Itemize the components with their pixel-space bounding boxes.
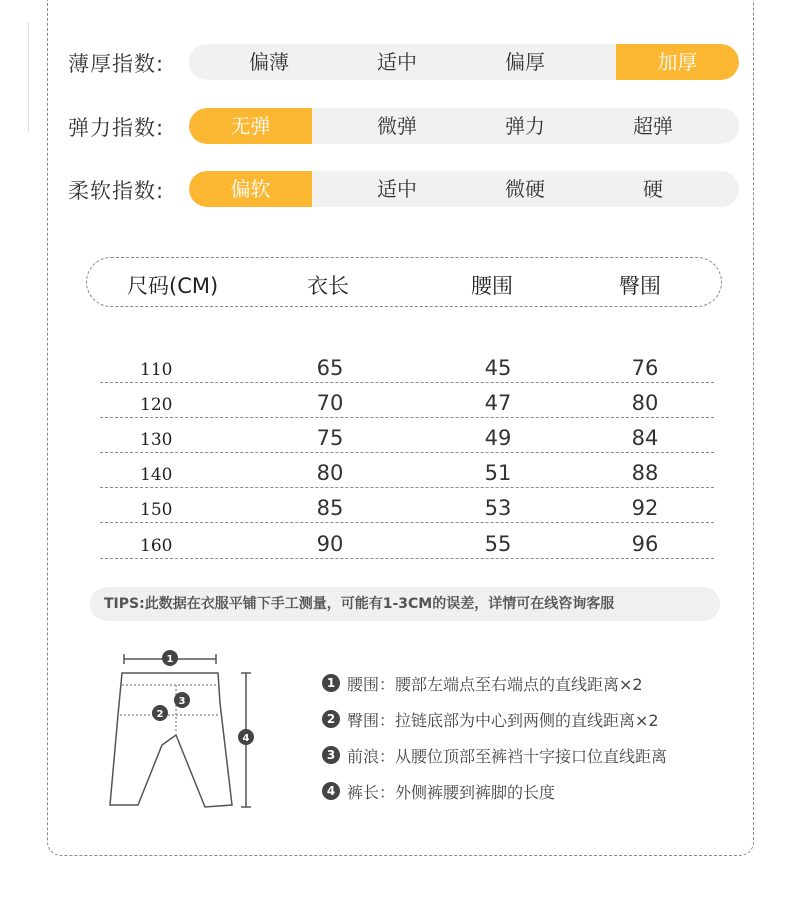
diagram-markers: [152, 650, 254, 745]
elasticity-index-row: [68, 108, 740, 146]
side-divider: [28, 22, 29, 132]
header-size: 尺码(CM): [127, 274, 219, 298]
thickness-option-extra-thick: 加厚: [616, 44, 739, 80]
cell-size: 140: [140, 465, 173, 485]
thickness-option-medium: 适中: [377, 50, 417, 74]
legend-rise-text: 前浪：从腰位顶部至裤裆十字接口位直线距离: [347, 747, 668, 766]
legend-length-text: 裤长：外侧裤腰到裤脚的长度: [347, 783, 556, 802]
softness-option-soft: 偏软: [189, 171, 312, 207]
table-row: [100, 488, 714, 523]
cell-hip: 76: [631, 356, 659, 380]
softness-option-medium: 适中: [377, 177, 417, 201]
cell-hip: 84: [631, 426, 659, 450]
size-table-header: [86, 257, 722, 307]
pants-outline-icon: [110, 654, 251, 807]
cell-size: 160: [140, 536, 173, 556]
marker-2-label: 2: [156, 709, 164, 720]
marker-3-label: 3: [178, 696, 186, 707]
legend-waist-text: 腰围：腰部左端点至右端点的直线距离×2: [347, 675, 643, 694]
softness-option-hard: 硬: [643, 177, 663, 201]
thickness-index-track: [189, 44, 739, 80]
elasticity-index-label: 弹力指数:: [68, 116, 165, 140]
cell-size: 150: [140, 500, 173, 520]
table-row: [100, 453, 714, 488]
legend-rise: [322, 744, 742, 768]
softness-index-track: [189, 171, 739, 207]
cropped-heading-fragment: [126, 0, 286, 2]
cell-hip: 80: [631, 391, 659, 415]
cell-length: 65: [316, 356, 344, 380]
thickness-option-thin: 偏薄: [249, 50, 289, 74]
cell-hip: 96: [631, 532, 659, 556]
cell-waist: 45: [484, 356, 512, 380]
header-length: 衣长: [307, 274, 349, 298]
legend-waist: [322, 672, 742, 696]
cell-waist: 49: [484, 426, 512, 450]
header-hip: 臀围: [619, 274, 661, 298]
softness-option-slightly-hard: 微硬: [505, 177, 545, 201]
cell-size: 130: [140, 430, 173, 450]
cell-size: 120: [140, 395, 173, 415]
cell-hip: 92: [631, 496, 659, 520]
marker-4-label: 4: [242, 733, 250, 744]
legend-hip: [322, 708, 742, 732]
pants-shape: [110, 673, 232, 807]
marker-1-label: 1: [166, 654, 174, 665]
legend-1-icon: 1: [322, 674, 340, 692]
table-row: [100, 383, 714, 418]
thickness-option-thick: 偏厚: [505, 50, 545, 74]
cell-waist: 47: [484, 391, 512, 415]
cell-length: 80: [316, 461, 344, 485]
cell-length: 85: [316, 496, 344, 520]
elasticity-option-none: 无弹: [189, 108, 312, 144]
table-row: [100, 418, 714, 453]
elasticity-index-track: [189, 108, 739, 144]
cell-hip: 88: [631, 461, 659, 485]
softness-index-label: 柔软指数:: [68, 179, 165, 203]
elasticity-option-super: 超弹: [633, 114, 673, 138]
legend-length: [322, 780, 742, 804]
legend-4-icon: 4: [322, 782, 340, 800]
thickness-index-label: 薄厚指数:: [68, 52, 165, 76]
elasticity-option-elastic: 弹力: [505, 114, 545, 138]
thickness-index-row: [68, 44, 740, 82]
cell-size: 110: [140, 360, 173, 380]
pants-measurement-diagram: [100, 645, 270, 815]
legend-3-icon: 3: [322, 746, 340, 764]
elasticity-option-slight: 微弹: [377, 114, 417, 138]
table-row: [100, 348, 714, 383]
softness-index-row: [68, 171, 740, 209]
legend-hip-text: 臀围：拉链底部为中心到两侧的直线距离×2: [347, 711, 659, 730]
table-row: [100, 524, 714, 559]
cell-waist: 51: [484, 461, 512, 485]
cell-length: 90: [316, 532, 344, 556]
cell-length: 75: [316, 426, 344, 450]
cell-length: 70: [316, 391, 344, 415]
legend-2-icon: 2: [322, 710, 340, 728]
cell-waist: 55: [484, 532, 512, 556]
cell-waist: 53: [484, 496, 512, 520]
header-waist: 腰围: [471, 274, 513, 298]
measurement-tips: TIPS:此数据在衣服平铺下手工测量，可能有1-3CM的误差，详情可在线咨询客服: [90, 587, 720, 621]
